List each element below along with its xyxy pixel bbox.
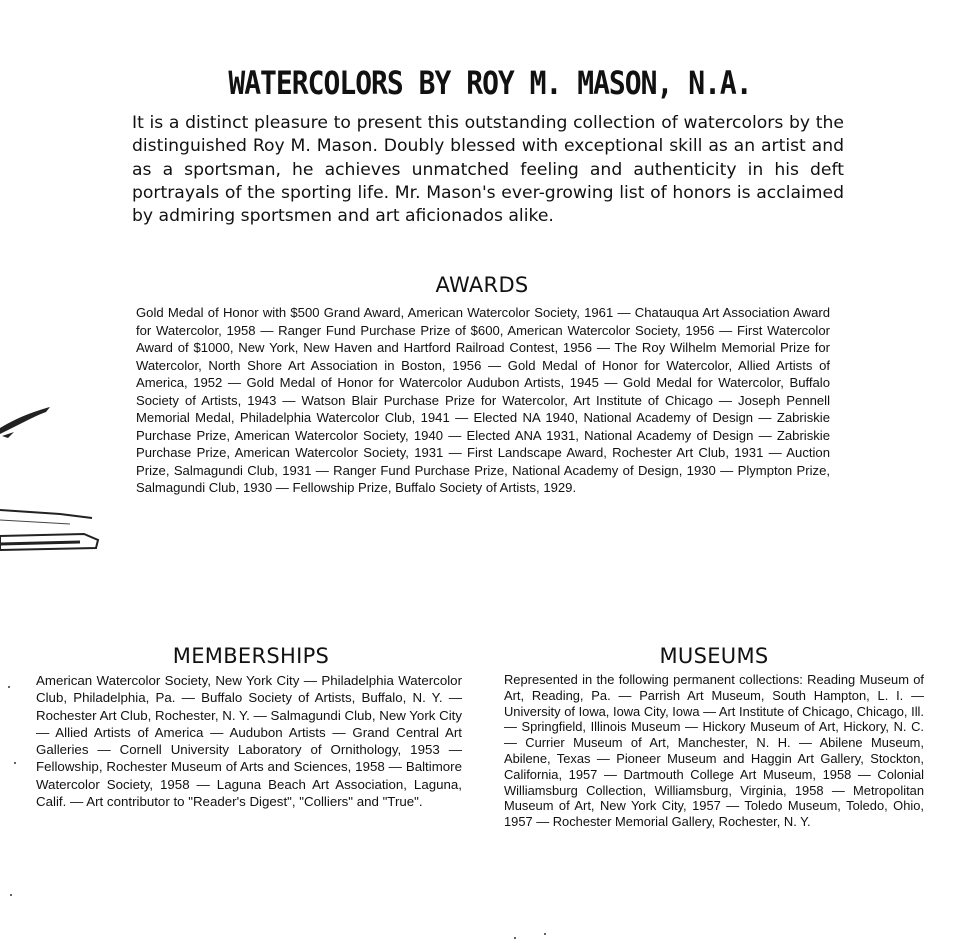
museums-text: Represented in the following permanent collections: Reading Museum of Art, Reading, Pa. — Parrish Art Museum, South Hampton, L. I. — University of Iowa, Iowa City, Iowa — Art Institute of Chicago, Chicago, Ill. — Springfield, Illinois Museum — Hickory Museum of Art, Hickory, N. C. — Currier Museum of Art, Manchester, N. H. — Abilene Museum, Abilene, Texas — Pioneer Museum and Haggin Art Gallery, Stockton, California, 1957 — Dartmouth College Art Museum, 1958 — Colonial Williamsburg Collection, Williamsburg, Virginia, 1958 — Metropolitan Museum of Art, New York City, 1957 — Toledo Museum, Toledo, Ohio, 1957 — Rochester Memorial Gallery, Rochester, N. Y. — [504, 672, 924, 830]
speck — [10, 894, 12, 896]
memberships-text: American Watercolor Society, New York City — Philadelphia Watercolor Club, Philadelphia, Pa. — Buffalo Society of Artists, Buffalo, N. Y. — Rochester Art Club, Rochester, N. Y. — Salmagundi Club, New York City — Allied Artists of America — Audubon Artists — Grand Central Art Galleries — Cornell University Laboratory of Ornithology, 1953 — Fellowship, Rochester Museum of Arts and Sciences, 1958 — Baltimore Watercolor Society, 1958 — Laguna Beach Art Association, Laguna, Calif. — Art contributor to "Reader's Digest", "Colliers" and "True". — [36, 673, 462, 810]
speck — [8, 686, 10, 688]
awards-heading: AWARDS — [435, 273, 529, 297]
speck — [514, 937, 516, 939]
awards-text: Gold Medal of Honor with $500 Grand Award, American Watercolor Society, 1961 — Chatauqua Art Association Award for Watercolor, 1958 — Ranger Fund Purchase Prize of $600, American Watercolor Society, 1956 — First Watercolor Award of $1000, New York, New Haven and Hartford Railroad Contest, 1956 — The Roy Wilhelm Memorial Prize for Watercolor, North Shore Art Association in Boston, 1956 — Gold Medal of Honor for Watercolor, Allied Artists of America, 1952 — Gold Medal of Honor for Watercolor Audubon Artists, 1945 — Gold Medal for Watercolor, Buffalo Society of Artists, 1943 — Watson Blair Purchase Prize for Watercolor, Art Institute of Chicago — Joseph Pennell Memorial Medal, Philadelphia Watercolor Club, 1941 — Elected NA 1940, National Academy of Design — Zabriskie Purchase Prize, American Watercolor Society, 1940 — Elected ANA 1931, National Academy of Design — Zabriskie Purchase Prize, American Watercolor Society, 1931 — First Landscape Award, Rochester Art Club, 1931 — Auction Prize, Salmagundi Club, 1931 — Ranger Fund Purchase Prize, National Academy of Design, 1930 — Plympton Prize, Salmagundi Club, 1930 — Fellowship Prize, Buffalo Society of Artists, 1929. — [136, 305, 830, 495]
intro-paragraph: It is a distinct pleasure to present this outstanding collection of watercolors by the distinguished Roy M. Mason. Doubly blessed with exceptional skill as an artist and as a sportsman, he achieves unmatched feeling and authenticity in his deft portrayals of the sporting life. Mr. Mason's ever-growing list of honors is acclaimed by admiring sportsmen and art aficionados alike. — [132, 113, 844, 227]
speck — [14, 762, 16, 764]
illustration-fragment-top — [0, 398, 60, 442]
speck — [544, 933, 546, 935]
memberships-heading: MEMBERSHIPS — [172, 644, 330, 668]
illustration-fragment-bottom — [0, 502, 104, 554]
museums-heading: MUSEUMS — [659, 644, 769, 668]
page-title: WATERCOLORS BY ROY M. MASON, N.A. — [228, 64, 752, 102]
